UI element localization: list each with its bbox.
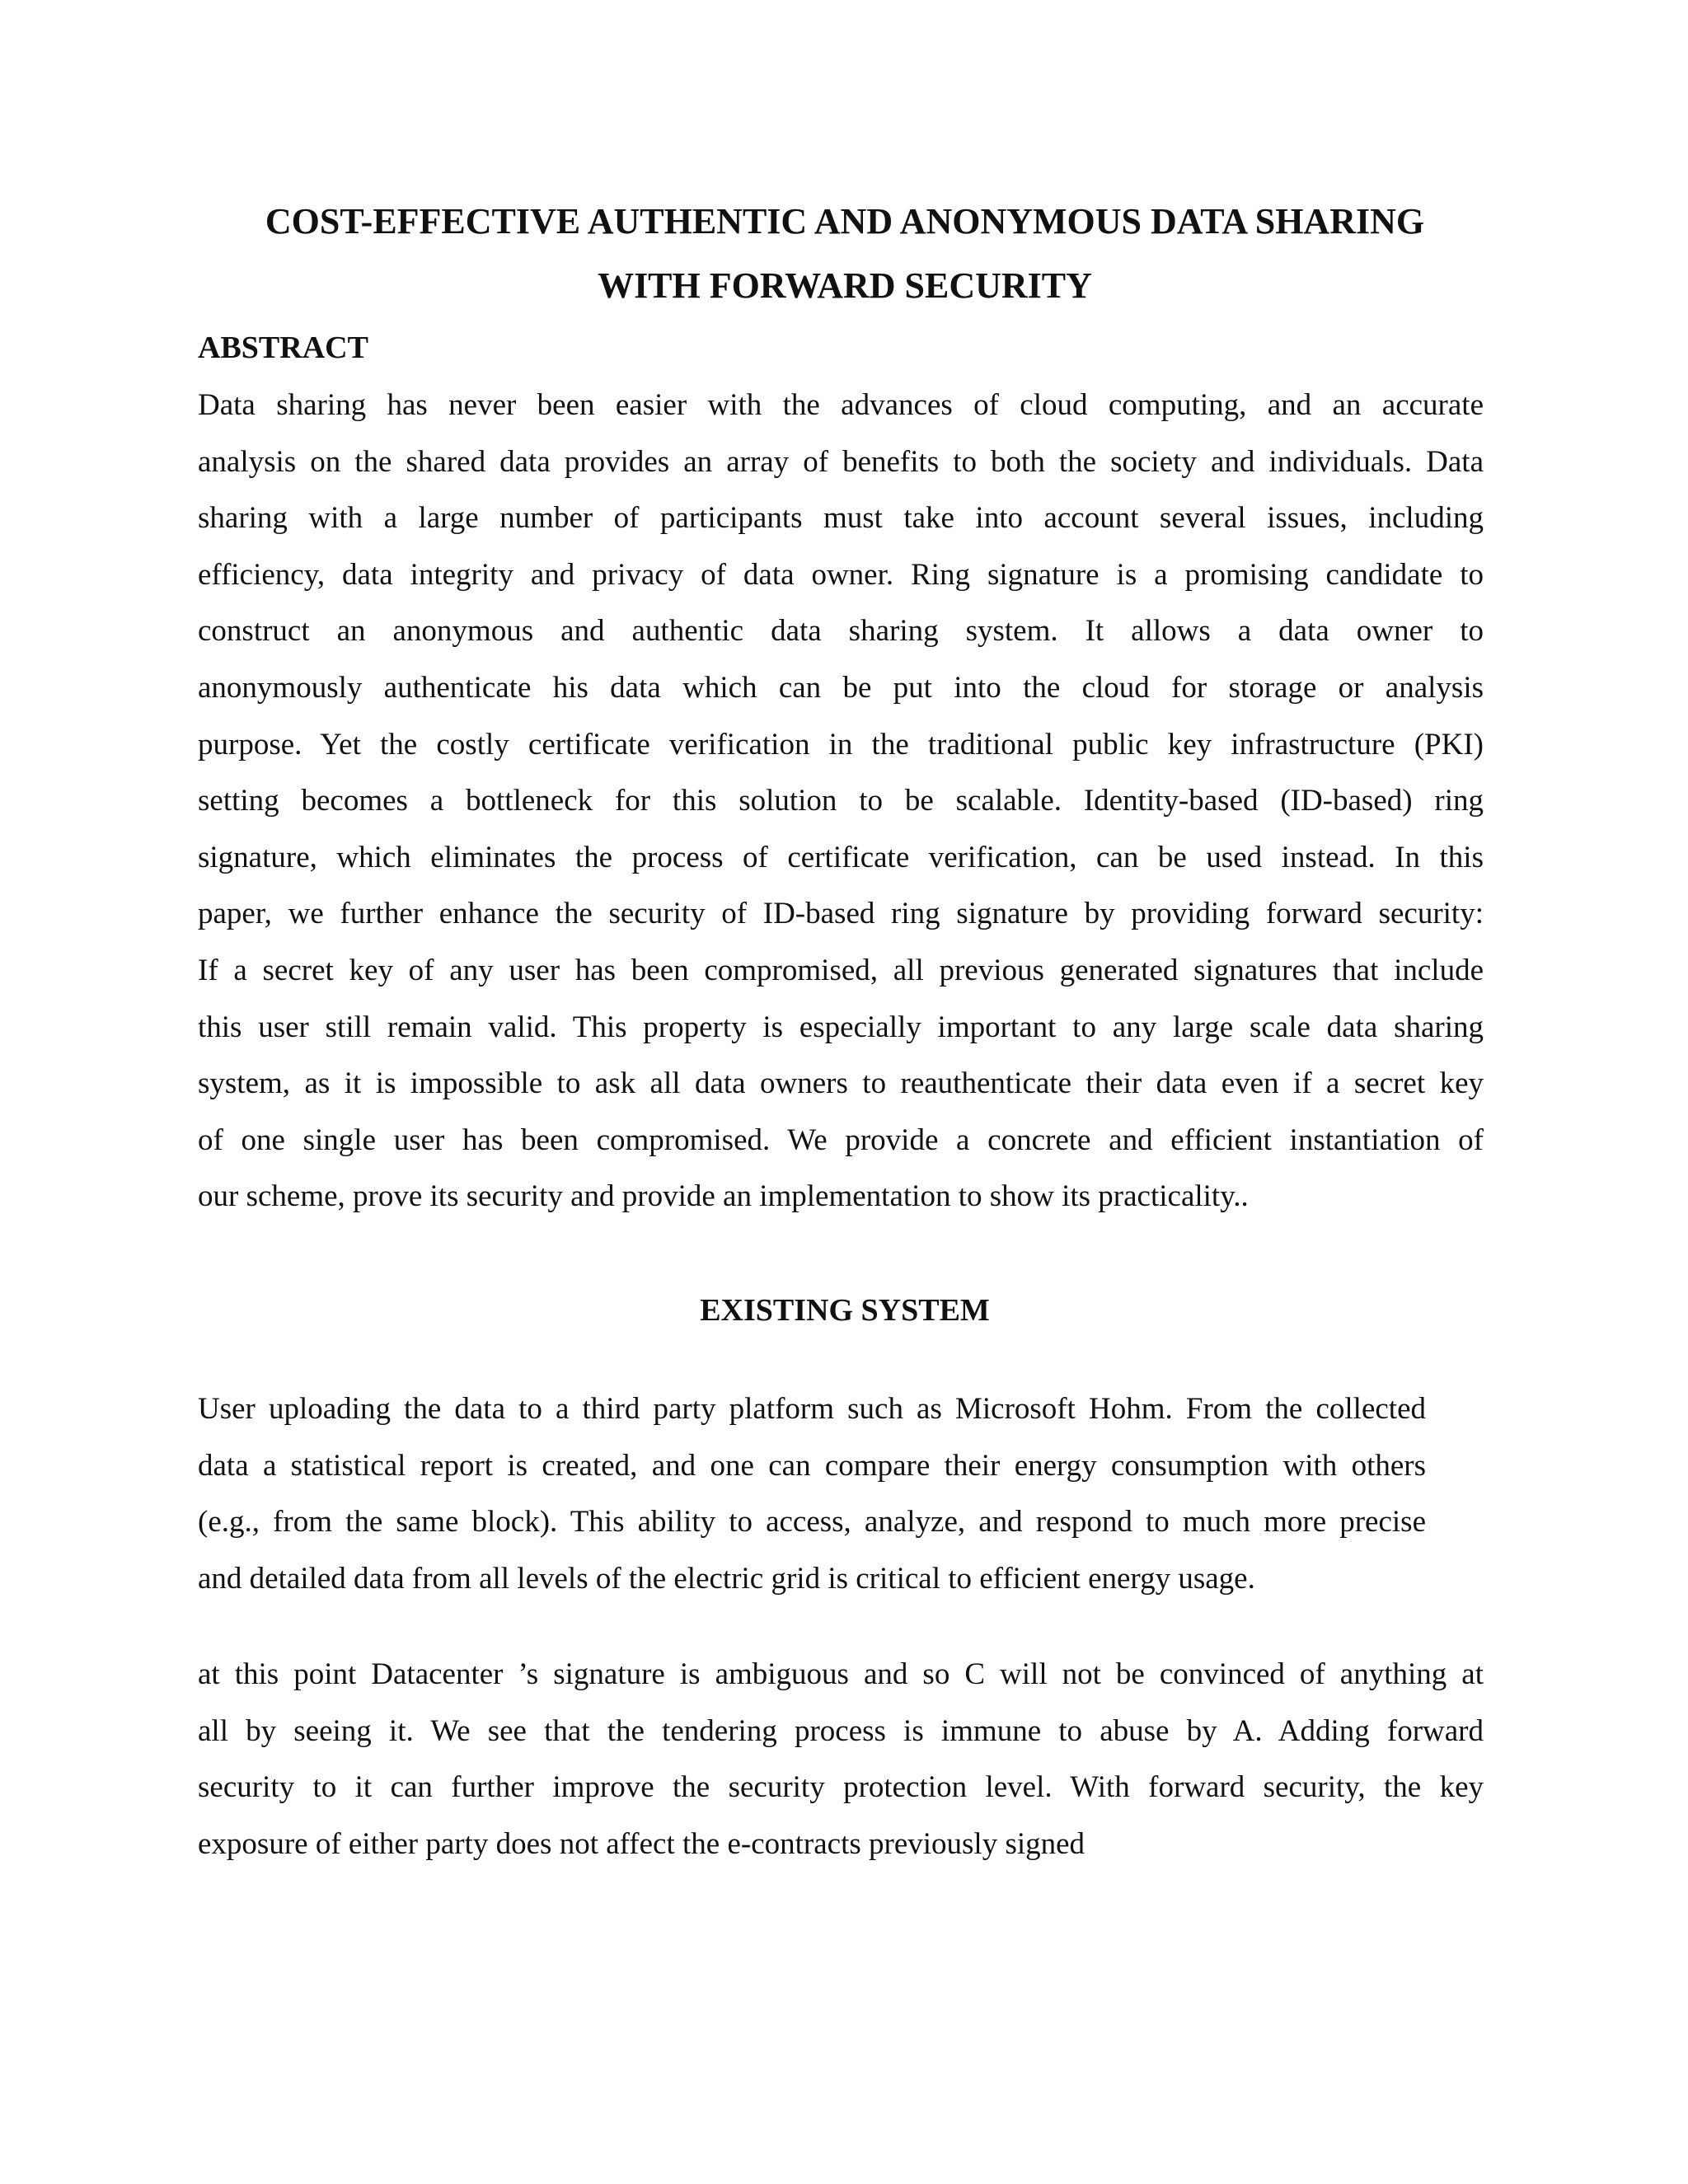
text-line: of one single user has been compromised. We provide a concrete and efficient instantiation of — [198, 1122, 1484, 1157]
text-line: data a statistical report is created, and one can compare their energy consumption with others — [198, 1448, 1426, 1483]
text-line: purpose. Yet the costly certificate verification in the traditional public key infrastructure (PKI) — [198, 727, 1484, 762]
text-line: paper, we further enhance the security of ID-based ring signature by providing forward security: — [198, 897, 1484, 931]
text-line: User uploading the data to a third party platform such as Microsoft Hohm. From the collected — [198, 1392, 1426, 1426]
text-line: anonymously authenticate his data which can be put into the cloud for storage or analysis — [198, 670, 1484, 705]
existing-system-paragraph-2 — [198, 1647, 1484, 1872]
text-line: exposure of either party does not affect the e-contracts previously signed — [198, 1826, 1085, 1861]
text-line: this user still remain valid. This property is especially important to any large scale data sharing — [198, 1010, 1484, 1044]
text-line: sharing with a large number of participants must take into account several issues, including — [198, 501, 1484, 536]
text-line: If a secret key of any user has been compromised, all previous generated signatures that include — [198, 953, 1484, 987]
text-line: efficiency, data integrity and privacy of data owner. Ring signature is a promising candidate to — [198, 557, 1484, 592]
text-line: and detailed data from all levels of the electric grid is critical to efficient energy usage. — [198, 1561, 1255, 1596]
title-line: COST-EFFECTIVE AUTHENTIC AND ANONYMOUS DATA SHARING — [265, 201, 1425, 241]
existing-system-paragraph-1 — [198, 1381, 1426, 1607]
text-line: security to it can further improve the security protection level. With forward security, the key — [198, 1770, 1484, 1805]
text-line: construct an anonymous and authentic data sharing system. It allows a data owner to — [198, 614, 1484, 649]
text-line: setting becomes a bottleneck for this solution to be scalable. Identity-based (ID-based) ring — [198, 784, 1484, 818]
text-line: signature, which eliminates the process of certificate verification, can be used instead. In this — [198, 840, 1484, 874]
text-line: system, as it is impossible to ask all data owners to reauthenticate their data even if a secret key — [198, 1066, 1484, 1101]
title-line: WITH FORWARD SECURITY — [598, 265, 1092, 306]
text-line: analysis on the shared data provides an array of benefits to both the society and individuals. Data — [198, 444, 1484, 479]
text-line: all by seeing it. We see that the tendering process is immune to abuse by A. Adding forward — [198, 1713, 1484, 1748]
text-line: Data sharing has never been easier with the advances of cloud computing, and an accurate — [198, 388, 1484, 422]
text-line: our scheme, prove its security and provide an implementation to show its practicality.. — [198, 1179, 1249, 1214]
text-line: at this point Datacenter ’s signature is ambiguous and so C will not be convinced of anything at — [198, 1657, 1484, 1691]
document-title — [165, 190, 1525, 318]
existing-system-heading: EXISTING SYSTEM — [700, 1293, 990, 1328]
abstract-paragraph — [198, 377, 1484, 1226]
text-line: (e.g., from the same block). This ability to access, analyze, and respond to much more precise — [198, 1505, 1426, 1540]
abstract-heading: ABSTRACT — [198, 330, 368, 365]
